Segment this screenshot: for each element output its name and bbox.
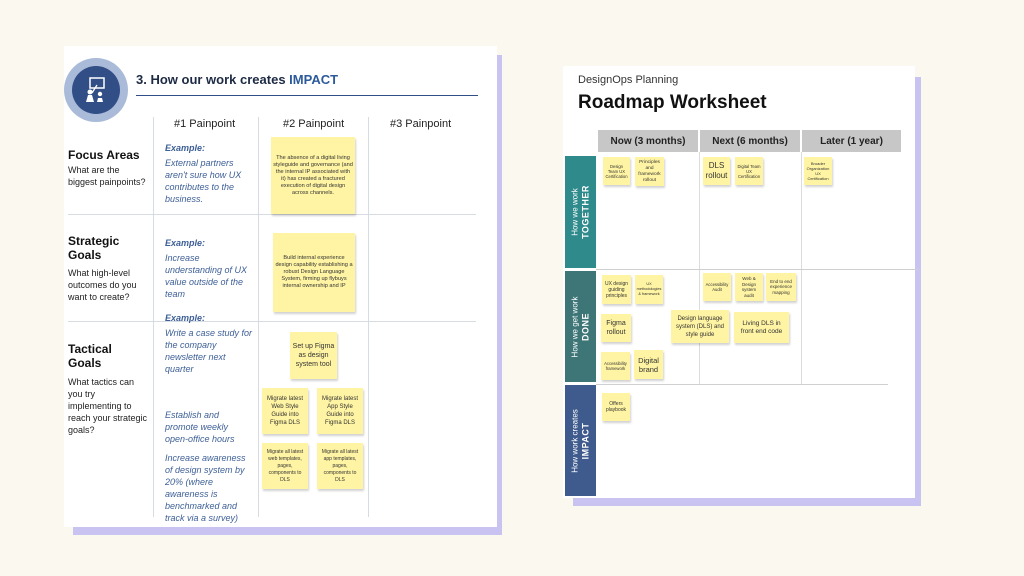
example-text: Increase understanding of UX value outside of the team [165,253,248,299]
example-text: External partners aren't sure how UX contributes to the business. [165,158,242,204]
sticky-note[interactable]: Living DLS in front end code [734,312,789,343]
grid-line [68,214,476,215]
sticky-note[interactable]: The absence of a digital living styleguide and governance (and the internal IP associated with it) has created a fractured execution of digital design across channels. [271,137,355,214]
presenter-icon [72,66,120,114]
row-question-strategic-goals: What high-level outcomes do you want to create? [68,268,137,302]
sticky-note[interactable]: Broader Organization UX Certification [804,157,832,185]
sticky-note[interactable]: Digital Team UX Certification [735,157,763,185]
row-label-impact: How work creates IMPACT [565,385,596,496]
example-text: Write a case study for the company newsletter next quarter [165,328,253,374]
row-title-tactical-goals: Tactical Goals [68,342,112,370]
column-header-painpoint-1: #1 Painpoint [174,118,236,130]
grid-line [153,117,154,517]
sticky-note[interactable]: Build internal experience design capability establishing a robust Design Language System, firming up flybuys internal ownership and IP [273,233,355,312]
sticky-note[interactable]: DLS rollout [703,157,730,185]
sticky-note[interactable]: Migrate latest App Style Guide into Figma DLS [317,388,363,434]
example-text: Increase awareness of design system by 20% (where awareness is benchmarked and track via a survey) [165,453,246,523]
roadmap-title: Roadmap Worksheet [578,92,767,113]
sticky-note[interactable]: Migrate all latest web templates, pages, components to DLS [262,443,308,489]
grid-line [596,384,888,385]
title-rule [136,95,478,96]
sticky-note[interactable]: Design Team UX Certification [603,157,630,185]
sticky-note[interactable]: UX methodologies & framework [635,275,663,304]
row-title-strategic-goals: Strategic Goals [68,234,120,262]
sticky-note[interactable]: End to end experience mapping [766,273,796,301]
sticky-note[interactable]: Migrate latest Web Style Guide into Figma DLS [262,388,308,434]
example-label: Example: [165,238,206,248]
sticky-note[interactable]: UX design guiding principles [602,275,631,304]
grid-line [801,152,802,384]
sticky-note[interactable]: Web & Design system audit [735,273,763,301]
row-label-done: How we get work DONE [565,271,596,382]
impact-sheet-title: 3. How our work creates IMPACT [136,72,339,87]
grid-line [258,117,259,517]
sticky-note[interactable]: Digital brand [634,350,663,379]
column-header-next: Next (6 months) [700,130,800,152]
sticky-note[interactable]: Accessibility Audit [703,273,731,301]
sticky-note[interactable]: Set up Figma as design system tool [290,332,337,379]
sticky-note[interactable]: Accessibility framework [601,352,630,380]
column-header-painpoint-3: #3 Painpoint [390,118,452,130]
example-text: Establish and promote weekly open-office hours [165,410,235,444]
roadmap-subtitle: DesignOps Planning [578,74,679,86]
column-header-later: Later (1 year) [802,130,901,152]
row-question-tactical-goals: What tactics can you try implementing to reach your strategic goals? [68,377,148,435]
sticky-note[interactable]: Design language system (DLS) and style guide [671,310,729,343]
column-header-now: Now (3 months) [598,130,698,152]
sticky-note[interactable]: Offers playbook [602,393,630,421]
example-label: Example: [165,143,206,153]
example-label: Example: [165,313,206,323]
grid-line [596,269,918,270]
grid-line [699,152,700,384]
sticky-note[interactable]: Figma rollout [601,314,631,342]
grid-line [368,117,369,517]
row-label-together: How we work TOGETHER [565,156,596,268]
column-header-painpoint-2: #2 Painpoint [283,118,345,130]
grid-line [68,321,476,322]
sticky-note[interactable]: Principles and framework rollout [635,157,664,186]
sticky-note[interactable]: Migrate all latest app templates, pages, components to DLS [317,443,363,489]
row-title-focus-areas: Focus Areas [68,148,140,162]
row-question-focus-areas: What are the biggest painpoints? [68,165,146,187]
